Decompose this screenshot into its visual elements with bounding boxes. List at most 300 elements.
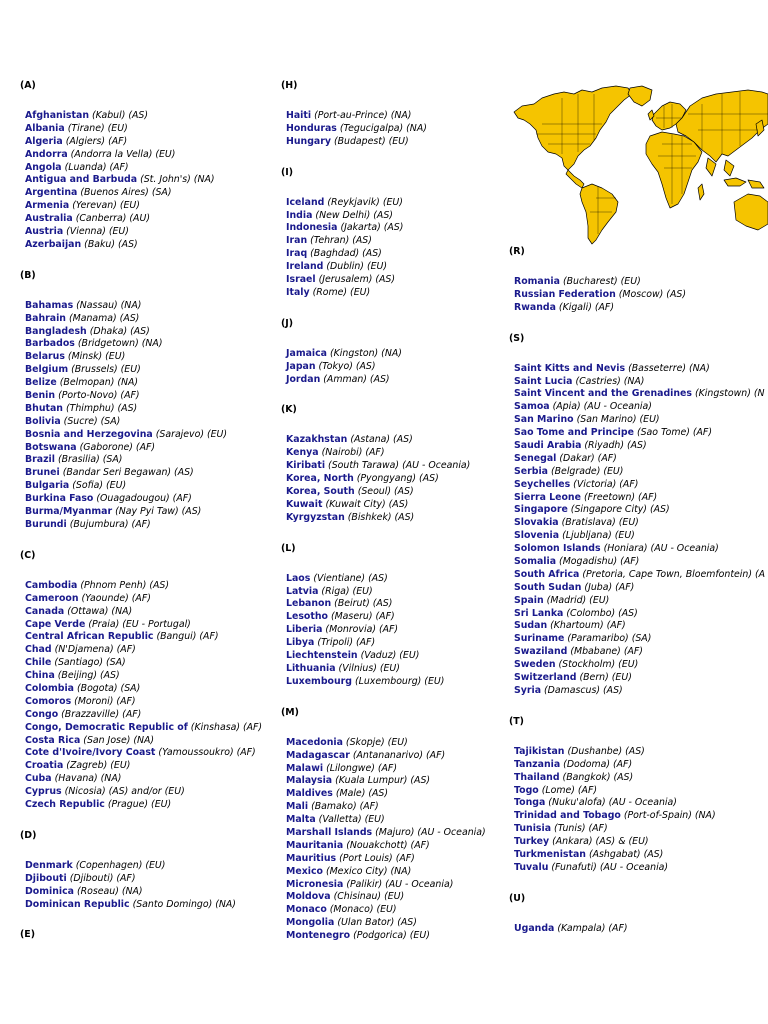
country-entry bbox=[281, 891, 486, 904]
country-name: Djibouti bbox=[25, 872, 67, 884]
letter-heading: (A) bbox=[20, 80, 36, 91]
capital-and-continent: (San Marino) (EU) bbox=[576, 414, 660, 426]
capital-and-continent: (Ouagadougou) (AF) bbox=[96, 493, 192, 505]
country-name: Bhutan bbox=[25, 402, 63, 414]
country-name: Marshall Islands bbox=[286, 826, 373, 838]
capital-and-continent: (Port Louis) (AF) bbox=[339, 852, 415, 864]
country-entry bbox=[509, 659, 765, 672]
country-name: Swaziland bbox=[514, 646, 568, 658]
country-entry bbox=[509, 556, 765, 569]
capital-and-continent: (Vaduz) (EU) bbox=[360, 650, 420, 662]
country-name: Benin bbox=[25, 390, 56, 402]
country-entry bbox=[509, 810, 765, 823]
country-entry bbox=[281, 573, 486, 586]
country-name: Seychelles bbox=[514, 478, 571, 490]
country-name: Bangladesh bbox=[25, 325, 87, 337]
country-name: Central African Republic bbox=[25, 631, 154, 643]
capital-and-continent: (Moscow) (AS) bbox=[618, 288, 686, 300]
country-entry bbox=[20, 149, 262, 162]
country-entry bbox=[281, 624, 486, 637]
capital-and-continent: (Port-of-Spain) (NA) bbox=[623, 810, 716, 822]
country-name: Australia bbox=[25, 213, 73, 225]
country-name: Denmark bbox=[25, 859, 73, 871]
country-name: Madagascar bbox=[286, 749, 350, 761]
capital-and-continent: (Antananarivo) (AF) bbox=[352, 749, 446, 761]
country-entry bbox=[20, 670, 262, 683]
country-entry bbox=[20, 442, 262, 455]
capital-and-continent: (Sucre) (SA) bbox=[63, 415, 121, 427]
country-name: Tonga bbox=[514, 797, 546, 809]
country-name: Colombia bbox=[25, 682, 74, 694]
country-entry bbox=[281, 447, 486, 460]
capital-and-continent: (Nay Pyi Taw) (AS) bbox=[115, 506, 202, 518]
country-name: Kuwait bbox=[286, 498, 323, 510]
country-name: Sudan bbox=[514, 620, 548, 632]
country-entry bbox=[281, 222, 486, 235]
country-entry bbox=[20, 390, 262, 403]
letter-group bbox=[20, 80, 262, 252]
country-name: Italy bbox=[286, 286, 310, 298]
capital-and-continent: (Gaborone) (AF) bbox=[79, 441, 156, 453]
country-name: Jamaica bbox=[286, 347, 328, 359]
country-entry bbox=[20, 747, 262, 760]
country-entry bbox=[509, 289, 765, 302]
capital-and-continent: (Copenhagen) (EU) bbox=[75, 859, 166, 871]
capital-and-continent: (Brussels) (EU) bbox=[71, 364, 141, 376]
country-name: Japan bbox=[286, 360, 316, 372]
country-name: Haiti bbox=[286, 110, 312, 121]
country-name: Thailand bbox=[514, 771, 560, 783]
capital-and-continent: (Bangkok) (AS) bbox=[562, 771, 634, 783]
country-entry bbox=[281, 904, 486, 917]
capital-and-continent: (Brazzaville) (AF) bbox=[61, 708, 142, 720]
country-name: Samoa bbox=[514, 401, 550, 413]
country-name: Cape Verde bbox=[25, 618, 86, 630]
country-name: Monaco bbox=[286, 904, 327, 916]
country-name: Malta bbox=[286, 814, 316, 826]
capital-and-continent: (Pretoria, Cape Town, Bloemfontein) (A bbox=[582, 568, 766, 580]
country-entry bbox=[20, 364, 262, 377]
letter-heading: (T) bbox=[509, 715, 524, 727]
country-name: Cambodia bbox=[25, 579, 78, 591]
country-name: South Africa bbox=[514, 568, 580, 580]
capital-and-continent: (Bratislava) (EU) bbox=[561, 517, 639, 529]
capital-and-continent: (Baghdad) (AS) bbox=[310, 248, 382, 260]
country-entry bbox=[281, 586, 486, 599]
capital-and-continent: (Bamako) (AF) bbox=[311, 801, 379, 813]
country-name: Ireland bbox=[286, 261, 324, 273]
capital-and-continent: (Reykjavik) (EU) bbox=[327, 196, 403, 208]
country-entry bbox=[281, 374, 486, 387]
capital-and-continent: (Khartoum) (AF) bbox=[550, 620, 626, 632]
letter-group bbox=[509, 333, 765, 698]
capital-and-continent: (Dushanbe) (AS) bbox=[567, 745, 645, 757]
country-entry bbox=[20, 162, 262, 175]
country-entry bbox=[20, 735, 262, 748]
country-name: Saint Lucia bbox=[514, 375, 573, 387]
country-entry bbox=[509, 772, 765, 785]
capital-and-continent: (Tirane) (EU) bbox=[67, 122, 128, 134]
letter-group bbox=[509, 246, 765, 315]
capital-and-continent: (Thimphu) (AS) bbox=[65, 402, 138, 414]
country-entry bbox=[509, 414, 765, 427]
country-entry bbox=[509, 466, 765, 479]
country-name: Cote d'Ivoire/Ivory Coast bbox=[25, 747, 156, 759]
capital-and-continent: (Vienna) (EU) bbox=[66, 226, 129, 238]
country-name: Spain bbox=[514, 594, 544, 606]
capital-and-continent: (Paramaribo) (SA) bbox=[567, 633, 652, 645]
capital-and-continent: (Nassau) (NA) bbox=[76, 299, 142, 311]
country-entry bbox=[20, 860, 262, 873]
country-entry bbox=[20, 644, 262, 657]
capital-and-continent: (Ulan Bator) (AS) bbox=[337, 917, 417, 929]
country-name: Costa Rica bbox=[25, 734, 81, 746]
country-name: Sweden bbox=[514, 659, 556, 671]
country-entry bbox=[20, 899, 262, 912]
letter-heading: (M) bbox=[281, 706, 299, 718]
country-entry bbox=[509, 440, 765, 453]
country-entry bbox=[20, 631, 262, 644]
country-name: Slovenia bbox=[514, 530, 560, 542]
country-name: Cyprus bbox=[25, 786, 62, 798]
capital-and-continent: (Kingston) (NA) bbox=[330, 347, 402, 359]
capital-and-continent: (Seoul) (AS) bbox=[357, 486, 414, 498]
column-3 bbox=[509, 246, 765, 954]
letter-heading: (B) bbox=[20, 269, 36, 281]
country-name: Dominican Republic bbox=[25, 898, 130, 910]
country-name: Kiribati bbox=[286, 460, 326, 472]
capital-and-continent: (Vilnius) (EU) bbox=[338, 662, 400, 674]
country-name: Iceland bbox=[286, 196, 325, 208]
country-entry bbox=[281, 210, 486, 223]
country-entry bbox=[281, 512, 486, 525]
country-name: Slovakia bbox=[514, 517, 559, 529]
country-entry bbox=[509, 276, 765, 289]
capital-and-continent: (Madrid) (EU) bbox=[546, 594, 610, 606]
country-entry bbox=[20, 377, 262, 390]
country-name: Russian Federation bbox=[514, 288, 616, 300]
country-name: Mongolia bbox=[286, 917, 335, 929]
country-name: Suriname bbox=[514, 633, 565, 645]
capital-and-continent: (Praia) (EU - Portugal) bbox=[88, 618, 191, 630]
capital-and-continent: (South Tarawa) (AU - Oceania) bbox=[328, 460, 471, 472]
country-entry bbox=[281, 930, 486, 943]
country-name: Honduras bbox=[286, 122, 337, 134]
country-name: Tuvalu bbox=[514, 861, 549, 873]
letter-group bbox=[20, 550, 262, 812]
country-name: Lebanon bbox=[286, 598, 332, 610]
country-name: Angola bbox=[25, 161, 62, 173]
letter-group bbox=[509, 893, 765, 936]
country-name: Bahrain bbox=[25, 312, 66, 324]
capital-and-continent: (Freetown) (AF) bbox=[583, 491, 658, 503]
capital-and-continent: (Mbabane) (AF) bbox=[570, 646, 643, 658]
capital-and-continent: (Kigali) (AF) bbox=[558, 301, 614, 313]
capital-and-continent: (Brasilia) (SA) bbox=[57, 454, 123, 466]
country-name: Tanzania bbox=[514, 758, 561, 770]
country-name: Indonesia bbox=[286, 222, 338, 234]
country-entry bbox=[509, 646, 765, 659]
capital-and-continent: (Nouakchott) (AF) bbox=[346, 839, 430, 851]
capital-and-continent: (Moroni) (AF) bbox=[74, 695, 136, 707]
capital-and-continent: (Tehran) (AS) bbox=[310, 235, 372, 247]
country-name: Sao Tome and Principe bbox=[514, 427, 634, 439]
capital-and-continent: (Sarajevo) (EU) bbox=[155, 428, 228, 440]
capital-and-continent: (Nicosia) (AS) and/or (EU) bbox=[64, 786, 185, 798]
country-entry bbox=[509, 862, 765, 875]
capital-and-continent: (Nuku'alofa) (AU - Oceania) bbox=[548, 797, 677, 809]
country-name: Laos bbox=[286, 572, 311, 584]
country-name: Moldova bbox=[286, 891, 331, 903]
country-name: Brunei bbox=[25, 467, 60, 479]
country-entry bbox=[509, 633, 765, 646]
column-2 bbox=[281, 80, 486, 961]
letter-heading: (E) bbox=[20, 929, 35, 941]
country-name: Mauritius bbox=[286, 852, 337, 864]
country-name: Cameroon bbox=[25, 592, 79, 604]
capital-and-continent: (Singapore City) (AS) bbox=[570, 504, 670, 516]
capital-and-continent: (Tegucigalpa) (NA) bbox=[339, 122, 427, 134]
country-name: Romania bbox=[514, 276, 560, 287]
country-name: Austria bbox=[25, 226, 64, 238]
capital-and-continent: (Nairobi) (AF) bbox=[321, 447, 385, 459]
country-name: Congo bbox=[25, 708, 59, 720]
country-entry bbox=[281, 814, 486, 827]
capital-and-continent: (Funafuti) (AU - Oceania) bbox=[551, 861, 669, 873]
capital-and-continent: (Monaco) (EU) bbox=[329, 904, 397, 916]
country-name: Bahamas bbox=[25, 299, 74, 311]
country-entry bbox=[281, 801, 486, 814]
country-entry bbox=[281, 261, 486, 274]
country-entry bbox=[281, 235, 486, 248]
capital-and-continent: (Damascus) (AS) bbox=[544, 684, 623, 696]
country-name: Singapore bbox=[514, 504, 568, 516]
capital-and-continent: (Bucharest) (EU) bbox=[562, 276, 641, 287]
capital-and-continent: (Kampala) (AF) bbox=[557, 922, 628, 934]
capital-and-continent: (Astana) (AS) bbox=[350, 434, 413, 446]
capital-and-continent: (Jakarta) (AS) bbox=[340, 222, 404, 234]
capital-and-continent: (Chisinau) (EU) bbox=[333, 891, 405, 903]
capital-and-continent: (Dhaka) (AS) bbox=[89, 325, 150, 337]
country-name: Switzerland bbox=[514, 672, 577, 684]
country-entry bbox=[281, 853, 486, 866]
capital-and-continent: (Beirut) (AS) bbox=[334, 598, 393, 610]
country-entry bbox=[509, 453, 765, 466]
country-entry bbox=[281, 348, 486, 361]
country-name: Lesotho bbox=[286, 611, 328, 623]
country-name: Libya bbox=[286, 637, 315, 649]
country-name: Saudi Arabia bbox=[514, 440, 582, 452]
letter-heading: (I) bbox=[281, 166, 294, 178]
capital-and-continent: (Tokyo) (AS) bbox=[318, 360, 376, 372]
country-name: Kyrgyzstan bbox=[286, 511, 345, 523]
country-name: Montenegro bbox=[286, 930, 351, 942]
letter-group bbox=[20, 270, 262, 532]
capital-and-continent: (Bandar Seri Begawan) (AS) bbox=[62, 467, 194, 479]
country-entry bbox=[20, 429, 262, 442]
capital-and-continent: (Jerusalem) (AS) bbox=[318, 274, 396, 286]
capital-and-continent: (Kinshasa) (AF) bbox=[190, 721, 263, 733]
capital-and-continent: (Rome) (EU) bbox=[312, 286, 371, 298]
capital-and-continent: (Lome) (AF) bbox=[541, 784, 598, 796]
letter-heading: (R) bbox=[509, 246, 525, 257]
country-entry bbox=[281, 917, 486, 930]
country-name: Iraq bbox=[286, 248, 308, 260]
country-entry bbox=[509, 504, 765, 517]
capital-and-continent: (Juba) (AF) bbox=[584, 581, 635, 593]
letter-group bbox=[281, 167, 486, 300]
capital-and-continent: (Colombo) (AS) bbox=[566, 607, 638, 619]
country-entry bbox=[509, 388, 765, 401]
capital-and-continent: (Kuwait City) (AS) bbox=[325, 498, 409, 510]
country-name: Congo, Democratic Republic of bbox=[25, 721, 188, 733]
country-name: Armenia bbox=[25, 200, 70, 212]
capital-and-continent: (Tripoli) (AF) bbox=[317, 637, 376, 649]
capital-and-continent: (Prague) (EU) bbox=[107, 798, 172, 810]
country-entry bbox=[20, 110, 262, 123]
letter-heading: (L) bbox=[281, 542, 296, 554]
capital-and-continent: (Zagreb) (EU) bbox=[66, 760, 131, 772]
country-name: Rwanda bbox=[514, 301, 556, 313]
capital-and-continent: (Yamoussoukro) (AF) bbox=[158, 747, 256, 759]
country-entry bbox=[281, 650, 486, 663]
capital-and-continent: (Algiers) (AF) bbox=[65, 135, 128, 147]
country-entry bbox=[20, 338, 262, 351]
capital-and-continent: (Bangui) (AF) bbox=[156, 631, 219, 643]
capital-and-continent: (St. John's) (NA) bbox=[140, 174, 215, 186]
country-name: Tunisia bbox=[514, 823, 552, 835]
capital-and-continent: (Ottawa) (NA) bbox=[67, 605, 133, 617]
country-name: Hungary bbox=[286, 135, 331, 147]
letter-group bbox=[509, 716, 765, 875]
country-name: Syria bbox=[514, 684, 542, 696]
country-name: Saint Kitts and Nevis bbox=[514, 362, 626, 374]
country-entry bbox=[281, 827, 486, 840]
capital-and-continent: (Sofia) (EU) bbox=[72, 480, 127, 492]
country-entry bbox=[20, 200, 262, 213]
country-name: Barbados bbox=[25, 338, 75, 350]
country-entry bbox=[20, 174, 262, 187]
country-entry bbox=[509, 836, 765, 849]
letter-group bbox=[20, 830, 262, 912]
capital-and-continent: (Santo Domingo) (NA) bbox=[132, 898, 236, 910]
country-name: Bolivia bbox=[25, 415, 61, 427]
country-entry bbox=[281, 750, 486, 763]
capital-and-continent: (Dakar) (AF) bbox=[559, 452, 617, 464]
country-name: Mauritania bbox=[286, 839, 344, 851]
country-entry bbox=[509, 823, 765, 836]
country-name: Turkmenistan bbox=[514, 848, 586, 860]
country-entry bbox=[281, 737, 486, 750]
country-name: Mali bbox=[286, 801, 309, 813]
capital-and-continent: (Andorra la Vella) (EU) bbox=[70, 148, 176, 160]
country-entry bbox=[281, 637, 486, 650]
country-entry bbox=[20, 187, 262, 200]
country-name: Korea, South bbox=[286, 486, 355, 498]
letter-heading: (U) bbox=[509, 892, 526, 904]
country-entry bbox=[509, 401, 765, 414]
country-entry bbox=[20, 506, 262, 519]
capital-and-continent: (Beijing) (AS) bbox=[57, 670, 120, 682]
capital-and-continent: (Bogota) (SA) bbox=[76, 682, 141, 694]
country-name: Canada bbox=[25, 605, 65, 617]
country-entry bbox=[509, 517, 765, 530]
country-entry bbox=[509, 376, 765, 389]
country-entry bbox=[509, 543, 765, 556]
capital-and-continent: (Ankara) (AS) & (EU) bbox=[552, 836, 649, 848]
country-entry bbox=[20, 593, 262, 606]
country-entry bbox=[20, 300, 262, 313]
country-name: Bosnia and Herzegovina bbox=[25, 428, 153, 440]
capital-and-continent: (Skopje) (EU) bbox=[345, 736, 408, 748]
capital-and-continent: (Bishkek) (AS) bbox=[347, 511, 415, 523]
capital-and-continent: (Porto-Novo) (AF) bbox=[58, 390, 140, 402]
country-name: Burma/Myanmar bbox=[25, 506, 113, 518]
capital-and-continent: (Mogadishu) (AF) bbox=[559, 556, 640, 568]
capital-and-continent: (Kingstown) (N bbox=[694, 388, 765, 400]
country-entry bbox=[509, 849, 765, 862]
country-entry bbox=[281, 775, 486, 788]
country-entry bbox=[509, 746, 765, 759]
country-name: Kenya bbox=[286, 447, 319, 459]
country-name: Malaysia bbox=[286, 775, 333, 787]
country-name: Kazakhstan bbox=[286, 434, 348, 446]
capital-and-continent: (Yerevan) (EU) bbox=[72, 200, 140, 212]
country-entry bbox=[281, 287, 486, 300]
letter-group bbox=[281, 543, 486, 689]
country-name: Antigua and Barbuda bbox=[25, 174, 138, 186]
capital-and-continent: (Maseru) (AF) bbox=[330, 611, 395, 623]
country-entry bbox=[281, 499, 486, 512]
country-name: Botswana bbox=[25, 441, 77, 453]
letter-group bbox=[281, 80, 486, 149]
capital-and-continent: (Manama) (AS) bbox=[68, 312, 140, 324]
country-name: Belgium bbox=[25, 364, 69, 376]
country-name: Mexico bbox=[286, 865, 323, 877]
country-name: Trinidad and Tobago bbox=[514, 810, 621, 822]
country-entry bbox=[20, 403, 262, 416]
country-name: Lithuania bbox=[286, 662, 336, 674]
country-entry bbox=[281, 136, 486, 149]
country-name: Argentina bbox=[25, 187, 78, 199]
country-entry bbox=[509, 302, 765, 315]
capital-and-continent: (New Delhi) (AS) bbox=[315, 209, 393, 221]
country-entry bbox=[20, 239, 262, 252]
capital-and-continent: (Belgrade) (EU) bbox=[550, 465, 624, 477]
country-name: Chad bbox=[25, 644, 52, 656]
capital-and-continent: (Roseau) (NA) bbox=[76, 885, 143, 897]
country-entry bbox=[20, 606, 262, 619]
country-entry bbox=[509, 797, 765, 810]
country-entry bbox=[509, 620, 765, 633]
country-name: San Marino bbox=[514, 414, 574, 426]
letter-group bbox=[20, 929, 262, 942]
country-name: Andorra bbox=[25, 148, 68, 160]
country-entry bbox=[281, 611, 486, 624]
country-name: Luxembourg bbox=[286, 675, 352, 687]
country-entry bbox=[281, 663, 486, 676]
country-entry bbox=[20, 657, 262, 670]
country-entry bbox=[20, 493, 262, 506]
country-name: Uganda bbox=[514, 922, 555, 934]
capital-and-continent: (Buenos Aires) (SA) bbox=[80, 187, 172, 199]
country-entry bbox=[509, 582, 765, 595]
country-name: Bulgaria bbox=[25, 480, 70, 492]
capital-and-continent: (Kuala Lumpur) (AS) bbox=[335, 775, 431, 787]
world-map bbox=[512, 84, 768, 246]
country-entry bbox=[281, 866, 486, 879]
country-entry bbox=[281, 248, 486, 261]
